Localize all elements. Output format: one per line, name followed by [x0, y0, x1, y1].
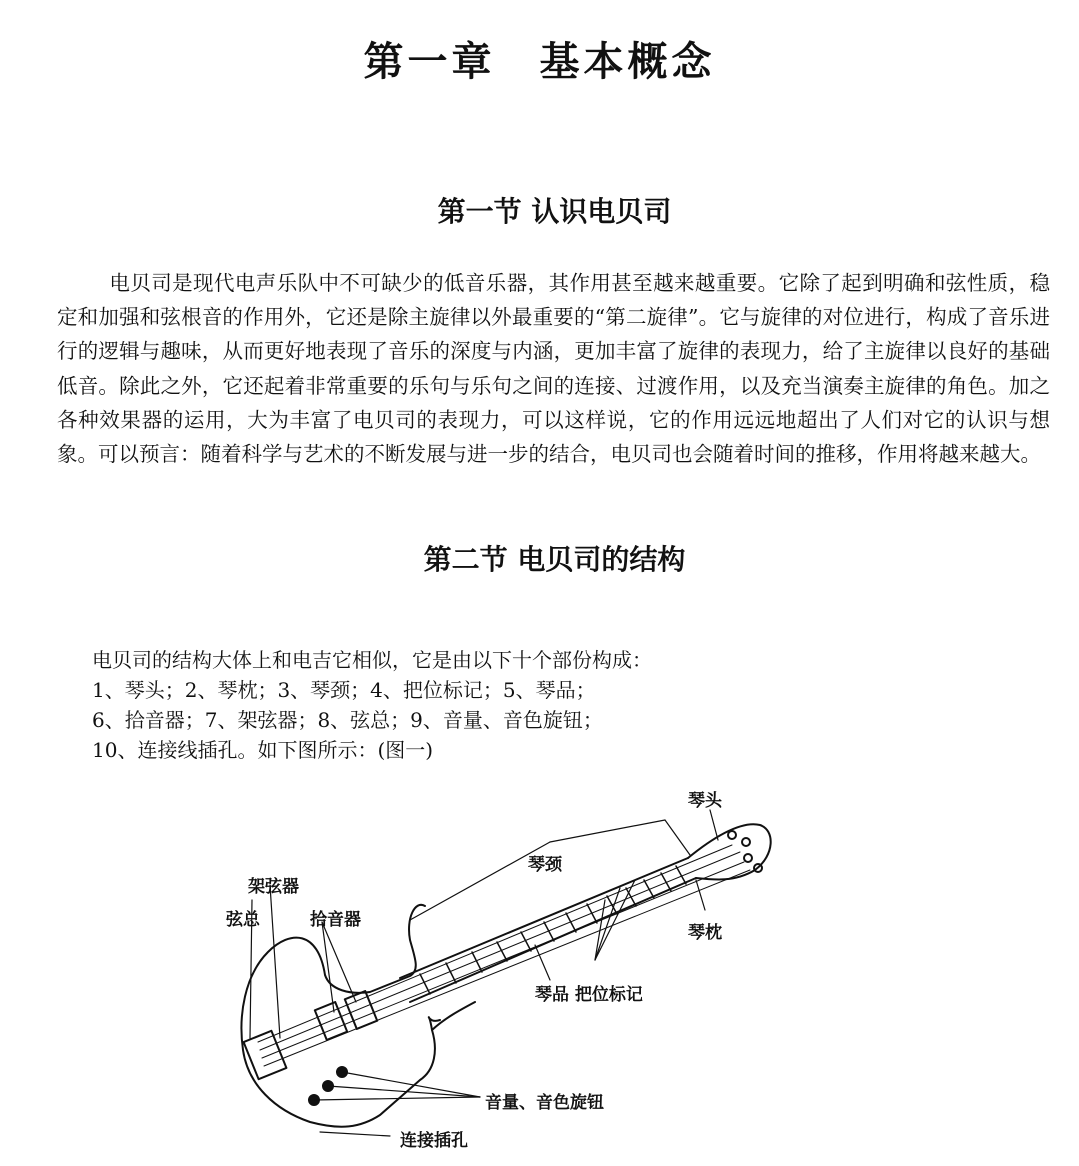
leader-lines [250, 810, 718, 1136]
structure-parts-line-1: 1、琴头；2、琴枕；3、琴颈；4、把位标记；5、琴品； [92, 678, 596, 702]
pickup-2 [345, 991, 377, 1029]
structure-intro-line: 电贝司的结构大体上和电吉它相似，它是由以下十个部份构成： [92, 648, 652, 672]
label-pickups: 拾音器 [310, 910, 361, 930]
bass-frets [420, 866, 686, 994]
label-tailpiece: 弦总 [226, 910, 260, 930]
structure-list [92, 645, 652, 765]
section-title-1: 第一节 认识电贝司 [437, 195, 672, 228]
bass-neck-top-edge [400, 858, 688, 978]
section-1-paragraph [57, 266, 1050, 471]
label-bridge: 架弦器 [248, 877, 299, 897]
label-jack: 连接插孔 [400, 1131, 468, 1151]
tuning-pegs [728, 831, 762, 872]
section-1-paragraph-text: 电贝司是现代电声乐队中不可缺少的低音乐器，其作用甚至越来越重要。它除了起到明确和弦性质，稳定和加强和弦根音的作用外，它还是除主旋律以外最重要的“第二旋律”。它与旋律的对位进行，构成了音乐进行的逻辑与趣味，从而更好地表现了音乐的深度与内涵，更加丰富了旋律的表现力，给了主旋律以良好的基础低音。除此之外，它还起着非常重要的乐句与乐句之间的连接、过渡作用，以及充当演奏主旋律的角色。加之各种效果器的运用，大为丰富了电贝司的表现力，可以这样说，它的作用远远地超出了人们对它的认识与想象。可以预言：随着科学与艺术的不断发展与进一步的结合，电贝司也会随着时间的推移，作用将越来越大。 [57, 271, 1050, 467]
structure-parts-line-2: 6、拾音器；7、架弦器；8、弦总；9、音量、音色旋钮； [92, 708, 603, 732]
label-knobs: 音量、音色旋钮 [485, 1093, 604, 1113]
label-nut: 琴枕 [688, 923, 722, 943]
bass-body-outline [241, 905, 475, 1127]
label-neck: 琴颈 [528, 855, 562, 875]
label-frets-and-markers: 琴品 把位标记 [535, 985, 643, 1005]
structure-parts-line-3: 10、连接线插孔。如下图所示：(图一) [92, 738, 434, 762]
bass-guitar-figure [210, 780, 810, 1160]
chapter-title: 第一章 基本概念 [363, 39, 716, 85]
section-title-2: 第二节 电贝司的结构 [423, 543, 686, 576]
label-headstock: 琴头 [688, 791, 722, 811]
